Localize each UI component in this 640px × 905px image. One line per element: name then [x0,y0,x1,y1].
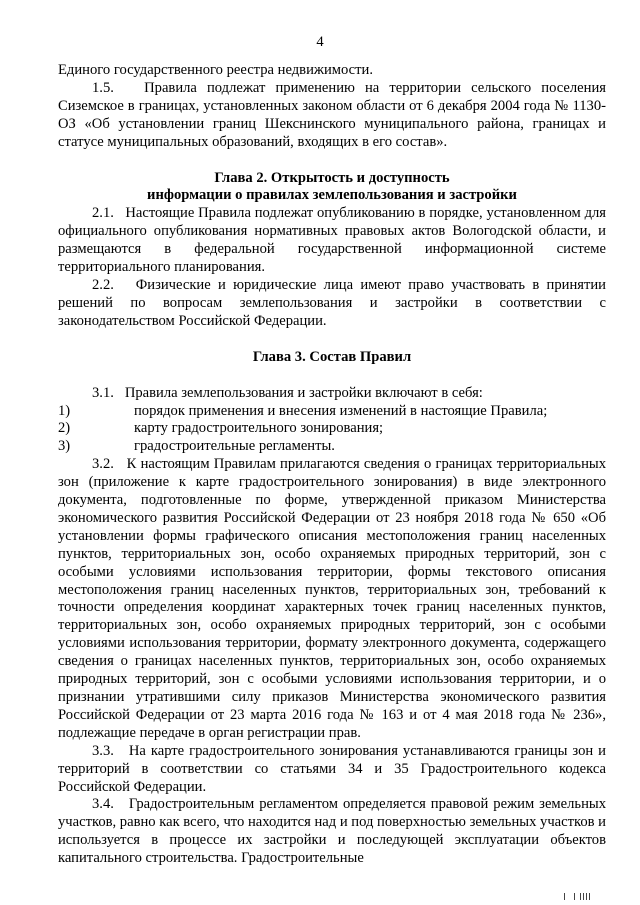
paragraph-2-2: 2.2. Физические и юридические лица имеют право участвовать в принятии решений по вопросам землепользования и застройки в соответствии с законодательством Российской Федерации. [58,276,606,329]
paragraph-1-5: 1.5. Правила подлежат применению на территории сельского поселения Сиземское в границах, установленных законом области от 6 декабря 2004 года № 1130-ОЗ «Об установлении границ Шекснинского муниципального района, границах и статусе муниципальных образований, входящих в его состав». [58,79,606,150]
chapter-2-heading-line-2: информации о правилах землепользования и застройки [147,187,517,204]
document-body [58,62,606,868]
page-number: 4 [316,34,324,50]
paragraph-1-5-continuation: Единого государственного реестра недвижимости. [58,62,373,78]
list-item [58,438,606,456]
paragraph-3-1: 3.1. Правила землепользования и застройки включают в себя: [92,384,483,401]
paragraph-2-1: 2.1. Настоящие Правила подлежат опубликованию в порядке, установленном для официального опубликования нормативных правовых актов Вологодской области, и размещаются в федеральной государственной информационной системе территориального планирования. [58,205,606,276]
list-item [58,420,606,438]
list-item-text: порядок применения и внесения изменений в настоящие Правила; [134,402,548,419]
paragraph-3-4: 3.4. Градостроительным регламентом определяется правовой режим земельных участков, равно как всего, что находится над и под поверхностью земельных участков и используется в процессе их застройки и последующей эксплуатации объектов капитального строительства. Градостроительные [58,796,606,867]
list-item-number: 2) [58,420,71,437]
spacer [58,152,606,170]
paragraph-3-3: 3.3. На карте градостроительного зонирования устанавливаются границы зон и территорий в соответствии со статьями 34 и 35 Градостроительного кодекса Российской Федерации. [58,742,606,795]
paragraph-3-2: 3.2. К настоящим Правилам прилагаются сведения о границах территориальных зон (приложение к карте градостроительного зонирования) в виде электронного документа, подготовленные по форме, утвержденной приказом Министерства экономического развития Российской Федерации от 23 ноября 2018 года № 650 «Об установлении формы графического описания местоположения границ населенных пунктов, территориальных зон, особо охраняемых природных территорий, зон с особыми условиями использования территории, формы текстового описания местоположения границ населенных пунктов, территориальных зон, требований к точности определения координат характерных точек границ населенных пунктов, территориальных зон, особо охраняемых природных территорий, зон с особыми условиями использования территории, формату электронного документа, содержащего сведения о границах населенных пунктов, территориальных зон, особо охраняемых природных территорий, зон с особыми условиями использования территории, и о признании утратившими силу приказов Министерства экономического развития Российской Федерации от 23 марта 2016 года № 163 и от 4 мая 2018 года № 236», подлежащие передаче в орган регистрации прав. [58,456,606,741]
list-item-text: карту градостроительного зонирования; [134,420,384,437]
chapter-2-heading-line-1: Глава 2. Открытость и доступность [214,169,450,186]
list-item-number: 1) [58,402,71,419]
list-item-number: 3) [58,438,71,455]
list-item [58,403,606,421]
spacer [58,331,606,349]
list-item-text: градостроительные регламенты. [134,438,335,455]
barcode-mark [564,893,600,901]
spacer [58,367,606,385]
chapter-3-heading: Глава 3. Состав Правил [252,348,412,365]
